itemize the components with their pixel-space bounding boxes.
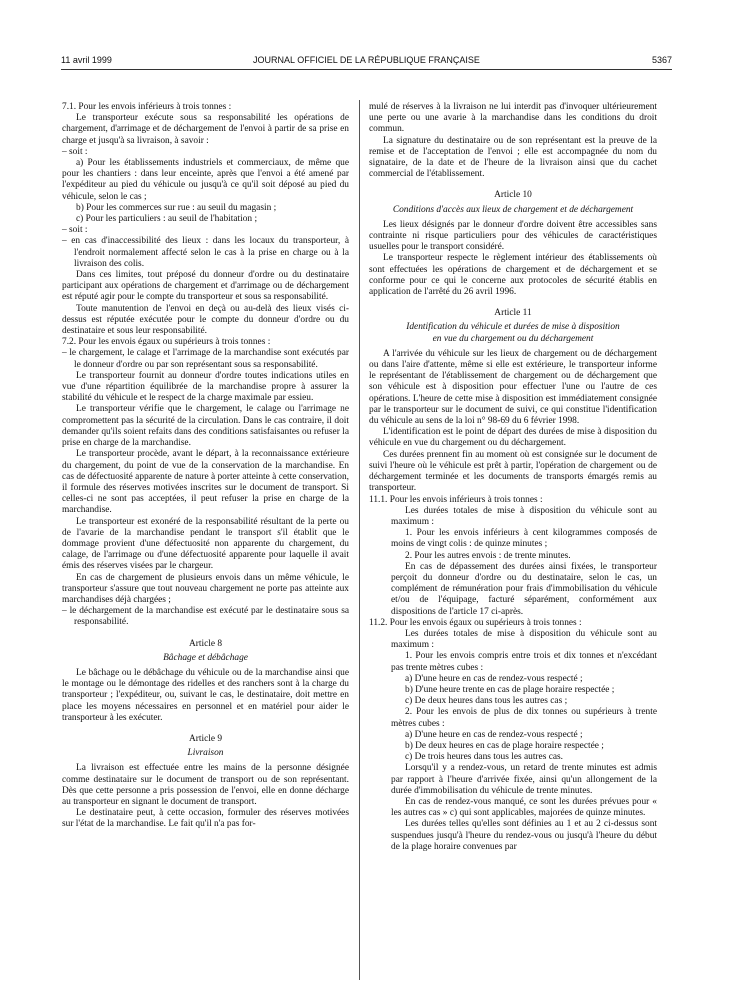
right-column <box>369 102 657 853</box>
header-rule <box>61 69 672 70</box>
paragraph: 2. Pour les autres envois : de trente minutes. <box>405 550 571 561</box>
paragraph: b) D'une heure trente en cas de plage horaire respectée ; <box>405 684 615 695</box>
paragraph: 7.2. Pour les envois égaux ou supérieurs à trois tonnes : <box>62 337 271 348</box>
article-title: Conditions d'accès aux lieux de chargement et de déchargement <box>392 204 634 215</box>
paragraph: – en cas d'inaccessibilité des lieux : dans les locaux du transporteur, à l'endroit normalement affecté selon le cas à la prise en charge ou à la livraison des colis. <box>62 236 349 269</box>
paragraph: En cas de chargement de plusieurs envois dans un même véhicule, le transporteur s'assure que tout nouveau chargement ne porte pas atteinte aux marchandises déjà chargées ; <box>62 572 349 605</box>
article-title: Livraison <box>187 748 224 759</box>
paragraph: b) Pour les commerces sur rue : au seuil du magasin ; <box>76 202 277 213</box>
article-heading: Article 9 <box>188 733 223 744</box>
paragraph: Le transporteur exécute sous sa responsabilité les opérations de chargement, d'arrimage et de déchargement de l'envoi à partir de sa prise en charge et jusqu'à sa livraison, à savoir : <box>62 113 349 146</box>
paragraph: Dans ces limites, tout préposé du donneur d'ordre ou du destinataire participant aux opérations de chargement et d'arrimage ou de déchargement est réputé agir pour le compte du transporteur et sous sa responsabilité. <box>62 270 349 303</box>
paragraph: Toute manutention de l'envoi en deçà ou au-delà des lieux visés ci-dessus est réputée exécutée pour le compte du donneur d'ordre ou du destinataire et sous leur responsabilité. <box>62 303 349 337</box>
paragraph: Le transporteur est exonéré de la responsabilité résultant de la perte ou de l'avarie de la marchandise pendant le transport s'il établit que le dommage provient d'une défectuosité non apparente du chargement, du calage, de l'arrimage ou d'une défectuosité apparente pour laquelle il avait émis des réserves visées par le chargeur. <box>62 516 349 572</box>
paragraph: 1. Pour les envois inférieurs à cent kilogrammes composés de moins de vingt colis : de quinze minutes ; <box>391 528 657 550</box>
article-heading: Article 8 <box>188 638 223 649</box>
paragraph: – le chargement, le calage et l'arrimage de la marchandise sont exécutés par le donneur d'ordre ou par son représentant sous sa responsabilité. <box>62 348 349 370</box>
paragraph: 7.1. Pour les envois inférieurs à trois tonnes : <box>62 102 232 112</box>
paragraph: Le transporteur respecte le règlement intérieur des établissements où sont effectuées les opérations de chargement et de déchargement et se conforme pour ce qui le concerne aux protocoles de sécurité établis en application de l'arrêté du 26 avril 1996. <box>369 253 657 298</box>
paragraph: En cas de dépassement des durées ainsi fixées, le transporteur perçoit du donneur d'ordre ou du destinataire, selon le cas, un complément de rémunération pour frais d'immobilisation du véhicule et/ou de l'équipage, facturé séparément, conformément aux dispositions de l'article 17 ci-après. <box>391 561 657 617</box>
paragraph: 11.2. Pour les envois égaux ou supérieurs à trois tonnes : <box>369 617 582 628</box>
column-divider <box>359 100 360 980</box>
paragraph: Les durées telles qu'elles sont définies au 1 et au 2 ci-dessus sont suspendues jusqu'à l'heure du rendez-vous ou jusqu'à l'heure du début de la plage horaire convenues par <box>391 819 657 852</box>
paragraph: A l'arrivée du véhicule sur les lieux de chargement ou de déchargement ou dans l'aire d'attente, même si elle est extérieure, le transporteur informe le représentant de l'établissement de chargement ou de déchargement que son véhicule est à disposition pour effectuer l'une ou l'autre de ces opérations. L'heure de cette mise à disposition est immédiatement consignée par le transporteur sur le document de suivi, ce qui constitue l'identification du véhicule au sens de la loi n° 98-69 du 6 février 1998. <box>369 348 657 427</box>
article-title: Identification du véhicule et durées de mise à disposition <box>406 322 620 333</box>
header-page-number: 5367 <box>651 55 672 65</box>
paragraph: La signature du destinataire ou de son représentant est la preuve de la remise et de l'acceptation de l'envoi ; elle est accompagnée du nom du signataire, de la date et de l'heure de la livraison ainsi que du cachet commercial de l'établissement. <box>369 135 657 180</box>
paragraph: L'identification est le point de départ des durées de mise à disposition du véhicule en vue du chargement ou du déchargement. <box>369 427 657 449</box>
paragraph: – le déchargement de la marchandise est exécuté par le destinataire sous sa responsabilité. <box>62 606 349 628</box>
paragraph: a) D'une heure en cas de rendez-vous respecté ; <box>405 673 583 684</box>
paragraph: Lorsqu'il y a rendez-vous, un retard de trente minutes est admis par rapport à l'heure d'arrivée fixée, ainsi qu'un allongement de la durée d'immobilisation du véhicule de trente minutes. <box>391 763 657 796</box>
article-title: en vue du chargement ou du déchargement <box>432 333 594 344</box>
paragraph: Les durées totales de mise à disposition du véhicule sont au maximum : <box>391 505 657 527</box>
page-header <box>61 55 672 69</box>
paragraph: En cas de rendez-vous manqué, ce sont les durées prévues pour « les autres cas » c) qui sont applicables, majorées de quinze minutes. <box>391 796 657 819</box>
paragraph: a) Pour les établissements industriels et commerciaux, de même que pour les chantiers : dans leur enceinte, après que l'envoi a été amené par l'expéditeur au pied du véhicule ou jusqu'à ce qu'il soit déposé au pied du véhicule, selon le cas ; <box>62 158 349 202</box>
article-heading: Article 10 <box>494 190 532 201</box>
paragraph: b) De deux heures en cas de plage horaire respectée ; <box>405 740 604 751</box>
paragraph: 1. Pour les envois compris entre trois et dix tonnes et n'excédant pas trente mètres cubes : <box>391 651 657 673</box>
header-journal-title: JOURNAL OFFICIEL DE LA RÉPUBLIQUE FRANÇAISE <box>253 55 480 65</box>
paragraph: 2. Pour les envois de plus de dix tonnes ou supérieurs à trente mètres cubes : <box>391 707 657 729</box>
paragraph: c) De trois heures dans tous les autres cas. <box>405 752 564 763</box>
paragraph: Le destinataire peut, à cette occasion, formuler des réserves motivées sur l'état de la marchandise. Le fait qu'il n'a pas for- <box>62 808 349 830</box>
header-date: 11 avril 1999 <box>61 55 112 65</box>
article-heading: Article 11 <box>494 308 532 319</box>
paragraph: Les durées totales de mise à disposition du véhicule sont au maximum : <box>391 628 657 651</box>
paragraph: Le transporteur fournit au donneur d'ordre toutes indications utiles en vue d'une répartition équilibrée de la marchandise propre à assurer la stabilité du véhicule et le respect de la charge maximale par essieu. <box>62 370 349 404</box>
article-title: Bâchage et débâchage <box>163 652 248 663</box>
paragraph: La livraison est effectuée entre les mains de la personne désignée comme destinataire sur le document de transport ou de son représentant. Dès que cette personne a pris possession de l'envoi, elle en donne décharge au transporteur en signant le document de transport. <box>62 763 349 807</box>
paragraph: mulé de réserves à la livraison ne lui interdit pas d'invoquer ultérieurement une perte ou une avarie à la marchandise dans les conditions du droit commun. <box>369 102 657 135</box>
paragraph: Le transporteur vérifie que le chargement, le calage ou l'arrimage ne compromettent pas la sécurité de la circulation. Dans le cas contraire, il doit demander qu'ils soient refaits dans des conditions satisfaisantes ou refuser la prise en charge de la marchandise. <box>62 404 349 449</box>
paragraph: Le bâchage ou le débâchage du véhicule ou de la marchandise ainsi que le montage ou le démontage des ridelles et des ranchers sont à la charge du transporteur ; l'expéditeur, ou, suivant le cas, le destinataire, doit mettre en place les moyens nécessaires en personnel et en matériel pour aider le transporteur à les exécuter. <box>62 667 349 723</box>
paragraph: 11.1. Pour les envois inférieurs à trois tonnes : <box>369 494 543 505</box>
left-column <box>62 102 349 831</box>
paragraph: c) Pour les particuliers : au seuil de l'habitation ; <box>76 214 258 225</box>
paragraph: a) D'une heure en cas de rendez-vous respecté ; <box>405 729 583 740</box>
paragraph: – soit : <box>62 146 88 157</box>
paragraph: Le transporteur procède, avant le départ, à la reconnaissance extérieure du chargement, du point de vue de la conservation de la marchandise. En cas de défectuosité apparente de nature à porter atteinte à cette conservation, il formule des réserves motivées inscrites sur le document de transport. Si celles-ci ne sont pas acceptées, il peut refuser la prise en charge de la marchandise. <box>62 449 349 516</box>
paragraph: – soit : <box>62 225 88 236</box>
paragraph: Ces durées prennent fin au moment où est consignée sur le document de suivi l'heure où le véhicule est prêt à partir, l'opération de chargement ou de déchargement terminée et les documents de transports émargés remis au transporteur. <box>369 449 657 494</box>
paragraph: c) De deux heures dans tous les autres cas ; <box>405 696 568 707</box>
paragraph: Les lieux désignés par le donneur d'ordre doivent être accessibles sans contrainte ni risque particuliers pour des véhicules de caractéristiques usuelles pour le transport considéré. <box>369 219 657 253</box>
